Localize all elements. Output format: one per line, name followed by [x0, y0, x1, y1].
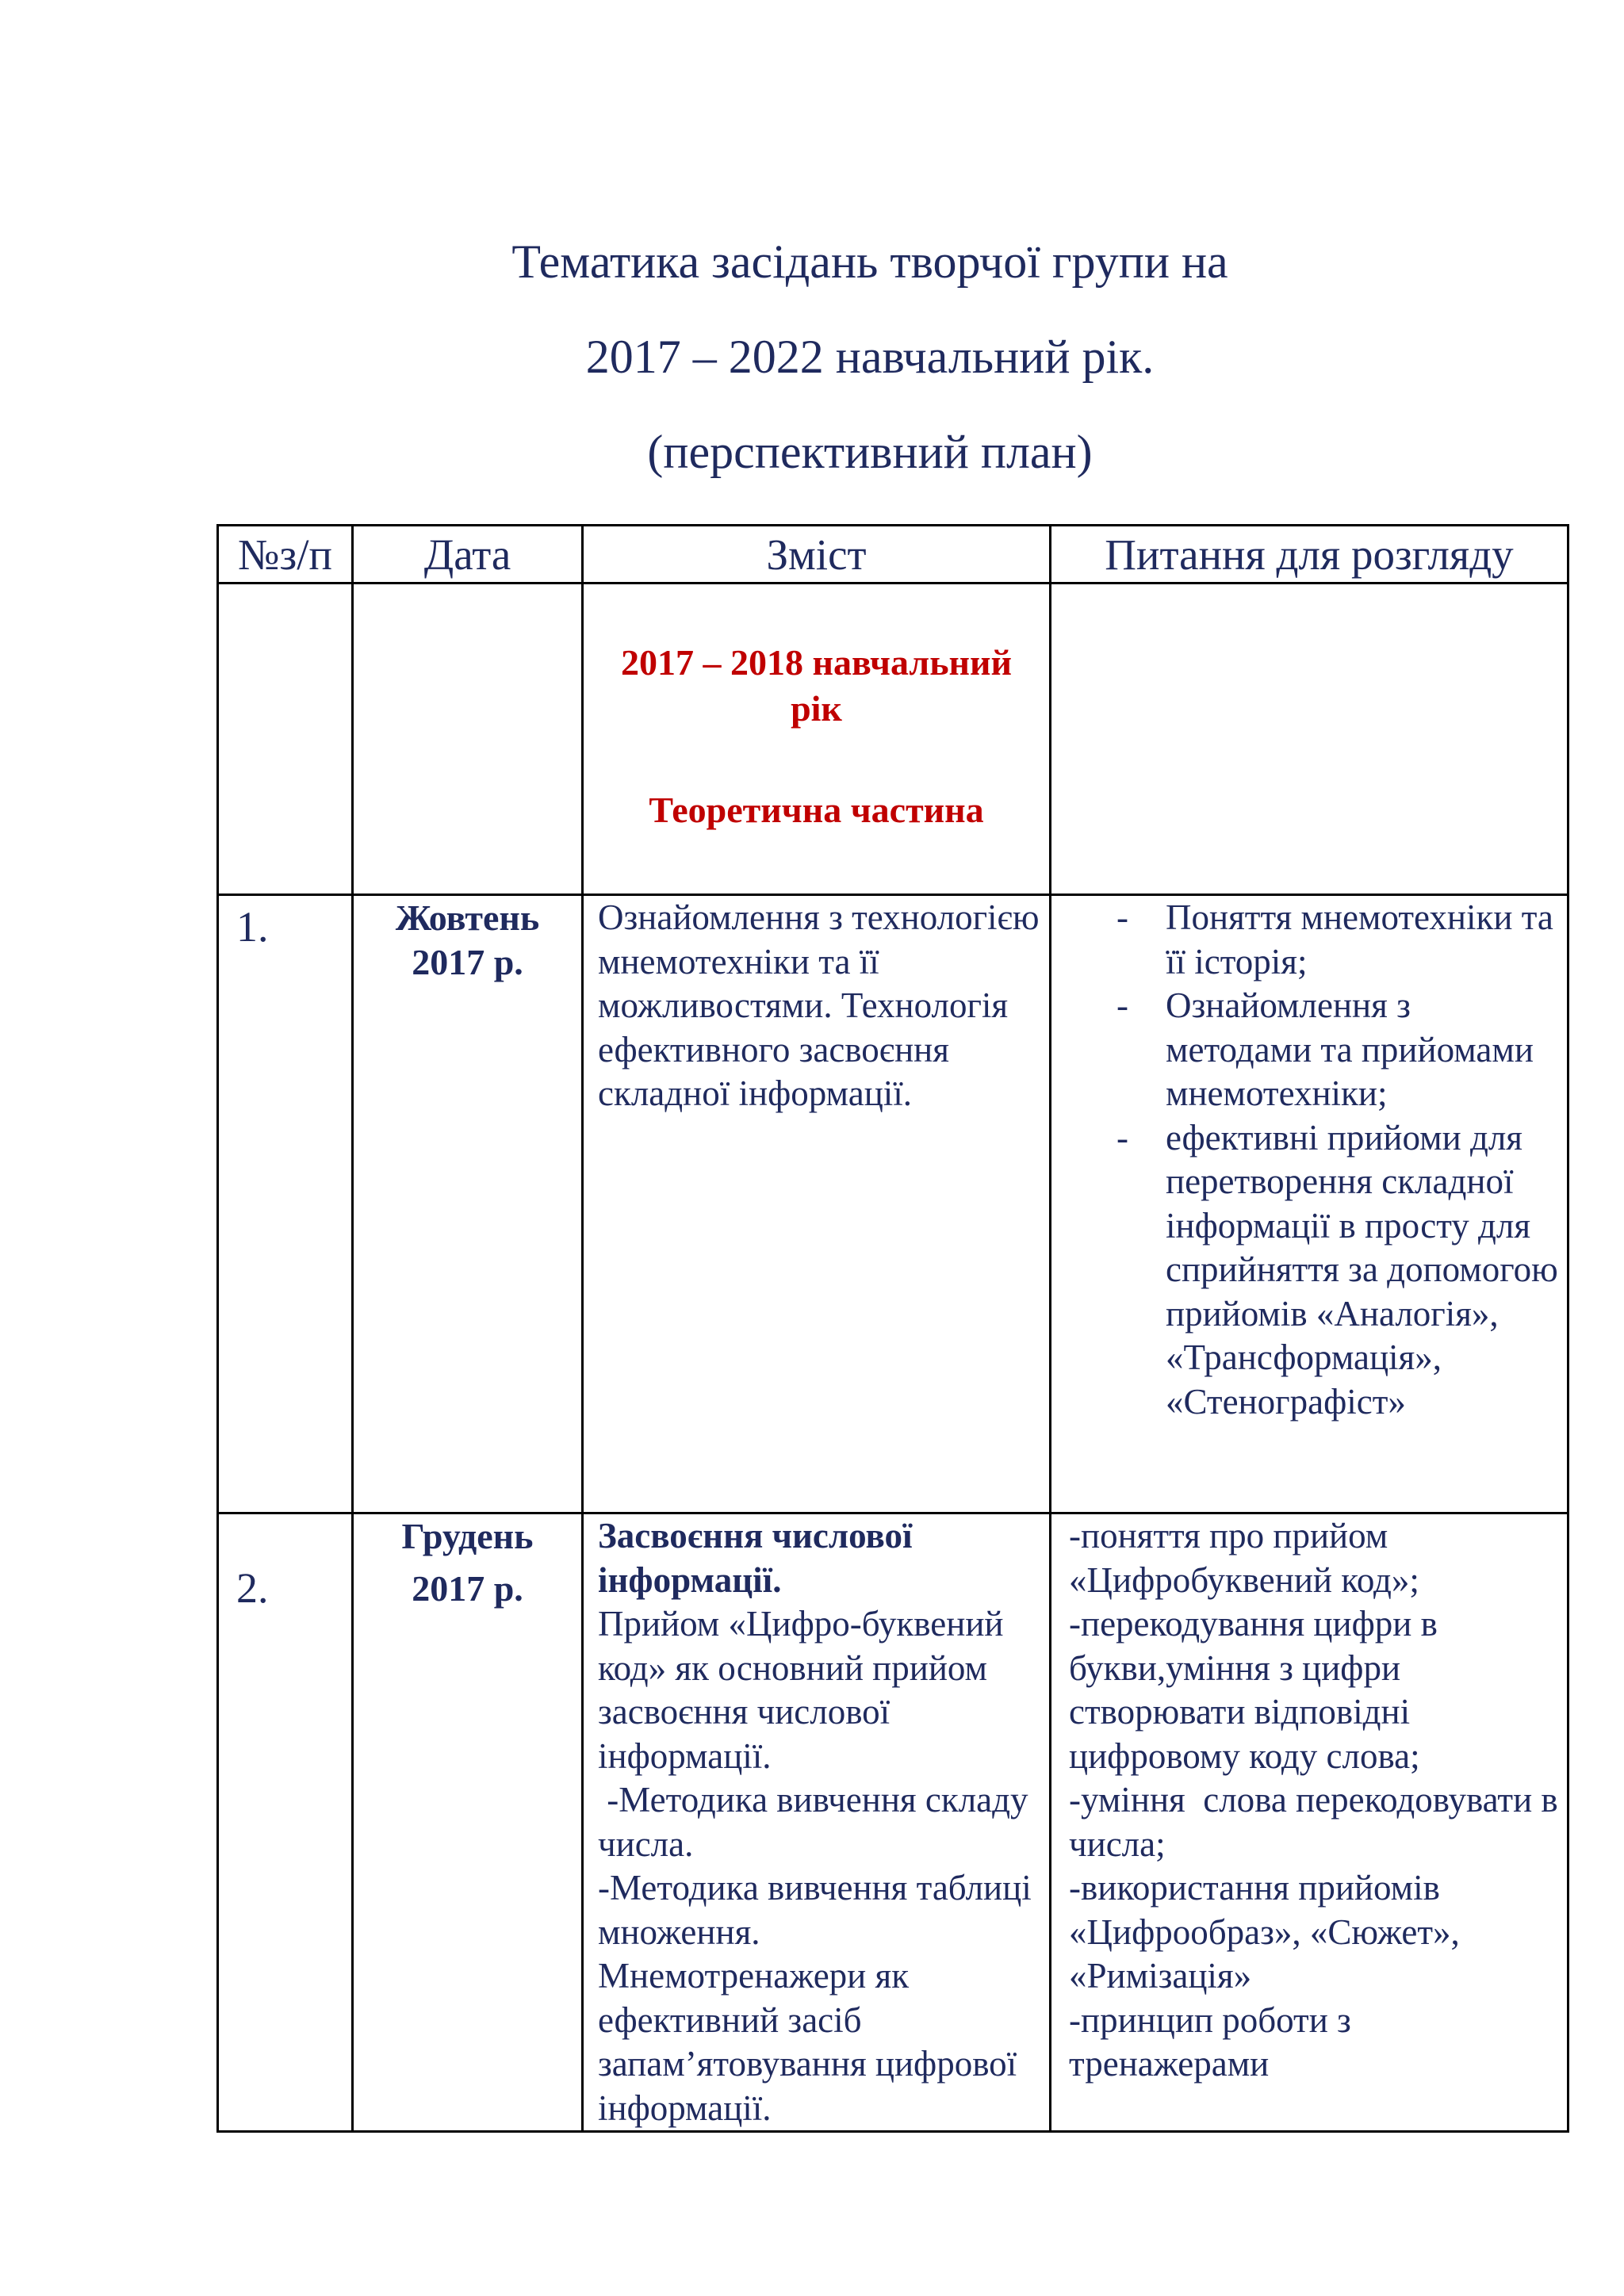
row-2-content-line: -Методика вивчення складу числа.: [598, 1780, 1037, 1864]
header-content: Зміст: [583, 526, 1051, 584]
list-item: -використання прийомів «Цифрообраз», «Сюжет», «Римізація»: [1069, 1868, 1460, 1996]
list-item: -поняття про прийом «Цифробуквений код»;: [1069, 1516, 1419, 1600]
row-1-num-text: 1.: [236, 903, 269, 951]
list-item: -перекодування цифри в букви,уміння з цифри створювати відповідні цифровому коду слова;: [1069, 1604, 1438, 1776]
section-part-heading: Теоретична частина: [649, 790, 984, 830]
section-date-cell: [353, 584, 583, 895]
row-1-date-month: Жовтень: [395, 897, 540, 938]
row-2-issues: [1051, 1513, 1568, 2132]
section-num-cell: [218, 584, 353, 895]
list-item: - Поняття мнемотехніки та її історія;: [1116, 897, 1553, 982]
row-2-date-year: 2017 р.: [412, 1568, 523, 1609]
section-heading-cell: [583, 584, 1051, 895]
row-2-num-text: 2.: [236, 1564, 269, 1612]
header-num: №з/п: [218, 526, 353, 584]
row-2-content-line: Прийом «Цифро-буквений код» як основний прийом засвоєння числової інформації.: [598, 1604, 1004, 1776]
row-2-content-title: Засвоєння числової інформації.: [598, 1516, 913, 1600]
table-header-row: [218, 526, 1568, 584]
table-row: [218, 1513, 1568, 2132]
row-1-content-text: Ознайомлення з технологією мнемотехніки та її можливостями. Технологія ефективного засвоєння складної інформації.: [598, 897, 1040, 1113]
document-title: [0, 235, 1624, 523]
row-1-date-year: 2017 р.: [412, 942, 523, 982]
row-2-content: [583, 1513, 1051, 2132]
list-item: -принцип роботи з тренажерами: [1069, 1999, 1351, 2084]
row-2-content-line: -Методика вивчення таблиці множення.: [598, 1868, 1032, 1952]
list-item: -уміння слова перекодовувати в числа;: [1069, 1780, 1567, 1864]
header-date: Дата: [353, 526, 583, 584]
section-issues-cell: [1051, 584, 1568, 895]
row-2-date: [353, 1513, 583, 2132]
row-2-date-month: Грудень: [401, 1516, 534, 1556]
row-1-content: [583, 895, 1051, 1513]
section-row: [218, 584, 1568, 895]
row-2-num: [218, 1513, 353, 2132]
header-issues: Питання для розгляду: [1051, 526, 1568, 584]
row-1-num: [218, 895, 353, 1513]
table-row: [218, 895, 1568, 1513]
row-2-content-line: Мнемотренажери як ефективний засіб запам’ятовування цифрової інформації.: [598, 1956, 1017, 2128]
title-line-3: (перспективний план): [647, 426, 1093, 478]
title-line-2: 2017 – 2022 навчальний рік.: [585, 331, 1155, 383]
plan-table: [216, 524, 1569, 2133]
list-item: - Ознайомлення з методами та прийомами мнемотехніки;: [1116, 985, 1534, 1113]
row-1-issues-list: [1067, 896, 1559, 1424]
section-year-heading: 2017 – 2018 навчальний рік: [620, 642, 1013, 729]
title-line-1: Тематика засідань творчої групи на: [511, 235, 1228, 288]
list-item: - ефективні прийоми для перетворення складної інформації в просту для сприйняття за допомогою прийомів «Аналогія», «Трансформація», «Стенографіст»: [1116, 1117, 1558, 1422]
row-1-issues: [1051, 895, 1568, 1513]
row-1-date: [353, 895, 583, 1513]
